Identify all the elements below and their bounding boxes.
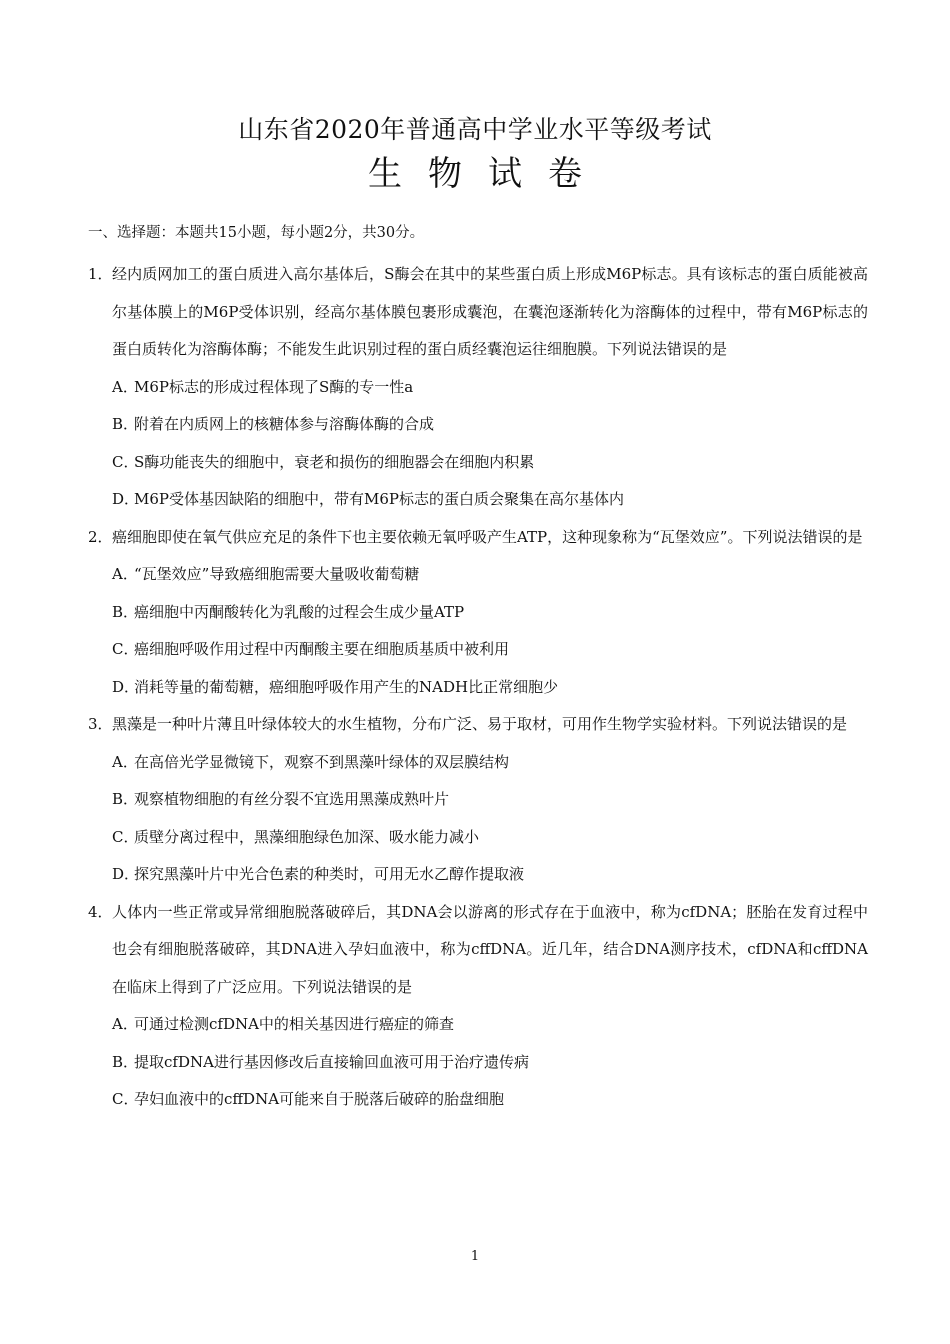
option-letter: C． [112, 1090, 139, 1108]
question-4 [88, 894, 868, 1119]
exam-subtitle: 生物试卷 [368, 154, 608, 194]
option-a [88, 369, 868, 407]
question-3 [88, 706, 868, 894]
option-c [88, 819, 868, 857]
option-letter: B． [112, 790, 139, 808]
option-letter: A． [112, 565, 138, 583]
option-letter: D． [112, 677, 140, 696]
option-text: 可通过检测cfDNA中的相关基因进行癌症的筛查 [134, 1015, 454, 1033]
option-d [88, 481, 868, 519]
option-text: 观察植物细胞的有丝分裂不宜选用黑藻成熟叶片 [134, 790, 450, 808]
question-list [88, 256, 868, 1119]
option-a [88, 1006, 868, 1044]
section-heading: 一、选择题：本题共15小题，每小题2分，共30分。 [88, 225, 425, 241]
question-stem: 经内质网加工的蛋白质进入高尔基体后，S酶会在其中的某些蛋白质上形成M6P标志。具有该标志的蛋白质能被高尔基体膜上的M6P受体识别，经高尔基体膜包裹形成囊泡，在囊泡逐渐转化为溶酶体的过程中，带有M6P标志的蛋白质转化为溶酶体酶；不能发生此识别过程的蛋白质经囊泡运往细胞膜。下列说法错误的是 [112, 265, 868, 358]
option-text: 提取cfDNA进行基因修改后直接输回血液可用于治疗遗传病 [134, 1052, 529, 1071]
option-letter: D． [112, 490, 140, 508]
option-b [88, 594, 868, 632]
option-letter: A． [112, 377, 138, 396]
option-text: 消耗等量的葡萄糖，癌细胞呼吸作用产生的NADH比正常细胞少 [134, 677, 559, 696]
option-letter: B． [112, 415, 139, 433]
option-text: 探究黑藻叶片中光合色素的种类时，可用无水乙醇作提取液 [134, 865, 525, 883]
option-d [88, 856, 868, 894]
option-a [88, 556, 868, 594]
option-letter: A． [112, 1015, 138, 1033]
option-text: M6P标志的形成过程体现了S酶的专一性a [134, 377, 414, 396]
option-text: 在高倍光学显微镜下，观察不到黑藻叶绿体的双层膜结构 [134, 752, 510, 771]
option-b [88, 781, 868, 819]
question-number: 4． [88, 902, 113, 921]
option-letter: D． [112, 865, 140, 883]
option-text: 癌细胞呼吸作用过程中丙酮酸主要在细胞质基质中被利用 [134, 640, 510, 658]
exam-title: 山东省2020年普通高中学业水平等级考试 [238, 115, 712, 144]
question-stem: 人体内一些正常或异常细胞脱落破碎后，其DNA会以游离的形式存在于血液中，称为cfDNA；胚胎在发育过程中也会有细胞脱落破碎，其DNA进入孕妇血液中，称为cffDNA。近几年，结合DNA测序技术，cfDNA和cffDNA在临床上得到了广泛应用。下列说法错误的是 [112, 902, 868, 996]
option-b [88, 406, 868, 444]
option-c [88, 444, 868, 482]
option-letter: B． [112, 602, 139, 621]
option-text: M6P受体基因缺陷的细胞中，带有M6P标志的蛋白质会聚集在高尔基体内 [134, 490, 624, 508]
question-number: 3． [88, 715, 113, 733]
option-text: 质壁分离过程中，黑藻细胞绿色加深、吸水能力减小 [134, 827, 480, 846]
option-c [88, 631, 868, 669]
option-a [88, 744, 868, 782]
option-text: “瓦堡效应”导致癌细胞需要大量吸收葡萄糖 [134, 565, 420, 583]
option-letter: C． [112, 640, 139, 658]
question-2 [88, 519, 868, 707]
option-text: S酶功能丧失的细胞中，衰老和损伤的细胞器会在细胞内积累 [134, 452, 535, 471]
page-number: 1 [470, 1249, 480, 1264]
option-letter: C． [112, 827, 139, 846]
option-text: 孕妇血液中的cffDNA可能来自于脱落后破碎的胎盘细胞 [134, 1090, 505, 1108]
option-c [88, 1081, 868, 1119]
question-number: 2． [88, 527, 113, 546]
option-letter: A． [112, 752, 138, 771]
option-text: 附着在内质网上的核糖体参与溶酶体酶的合成 [134, 415, 435, 433]
question-stem: 癌细胞即使在氧气供应充足的条件下也主要依赖无氧呼吸产生ATP，这种现象称为“瓦堡效应”。下列说法错误的是 [112, 527, 863, 546]
option-text: 癌细胞中丙酮酸转化为乳酸的过程会生成少量ATP [134, 602, 465, 621]
option-b [88, 1044, 868, 1082]
option-letter: C． [112, 452, 139, 471]
option-letter: B． [112, 1052, 139, 1071]
option-d [88, 669, 868, 707]
question-1 [88, 256, 868, 519]
question-number: 1． [88, 265, 113, 283]
question-stem: 黑藻是一种叶片薄且叶绿体较大的水生植物，分布广泛、易于取材，可用作生物学实验材料。下列说法错误的是 [112, 715, 848, 733]
